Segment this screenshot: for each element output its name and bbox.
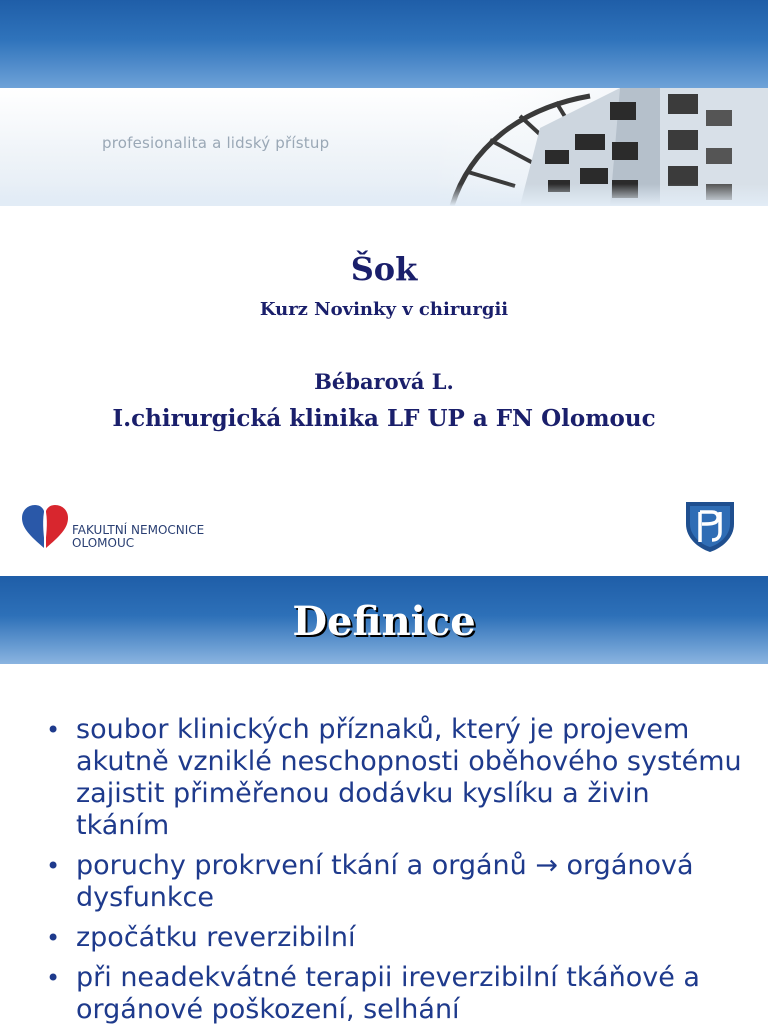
bullet-dot-icon: • — [46, 852, 61, 880]
list-item-text: soubor klinických příznaků, který je projevem akutně vzniklé neschopnosti oběhového systému zajistit přiměřenou dodávku kyslíku a živin tkáním — [76, 714, 742, 841]
hospital-logo — [20, 502, 220, 554]
header-banner — [0, 88, 768, 206]
bullet-dot-icon: • — [46, 716, 61, 744]
slide-heading: Definice — [292, 598, 476, 645]
top-header-bar — [0, 0, 768, 88]
banner-fade — [0, 184, 768, 206]
slide-title: Šok — [350, 250, 418, 288]
slide-subtitle: Kurz Novinky v chirurgii — [259, 299, 509, 320]
slide-header-bar — [0, 576, 768, 664]
list-item-text: zpočátku reverzibilní — [76, 922, 356, 953]
list-item — [44, 850, 744, 914]
tagline: profesionalita a lidský přístup — [102, 134, 330, 152]
list-item — [44, 714, 744, 842]
bullet-dot-icon: • — [46, 964, 61, 992]
bullet-dot-icon: • — [46, 924, 61, 952]
list-item-text: poruchy prokrvení tkání a orgánů → orgánová dysfunkce — [76, 850, 694, 913]
palacky-university-shield-icon — [682, 498, 738, 554]
hospital-logo-line2: OLOMOUC — [72, 536, 135, 550]
clinic-name: I.chirurgická klinika LF UP a FN Olomouc — [112, 405, 656, 432]
hospital-logo-text — [72, 524, 204, 550]
hospital-logo-line1: FAKULTNÍ NEMOCNICE — [72, 523, 205, 537]
definition-slide — [0, 576, 768, 1024]
heart-logo-icon — [20, 502, 70, 552]
list-item-text: při neadekvátné terapii ireverzibilní tkáňové a orgánové poškození, selhání — [76, 962, 700, 1024]
author-name: Bébarová L. — [314, 369, 454, 394]
list-item — [44, 922, 744, 954]
list-item — [44, 962, 744, 1024]
bullet-list — [44, 714, 744, 1024]
